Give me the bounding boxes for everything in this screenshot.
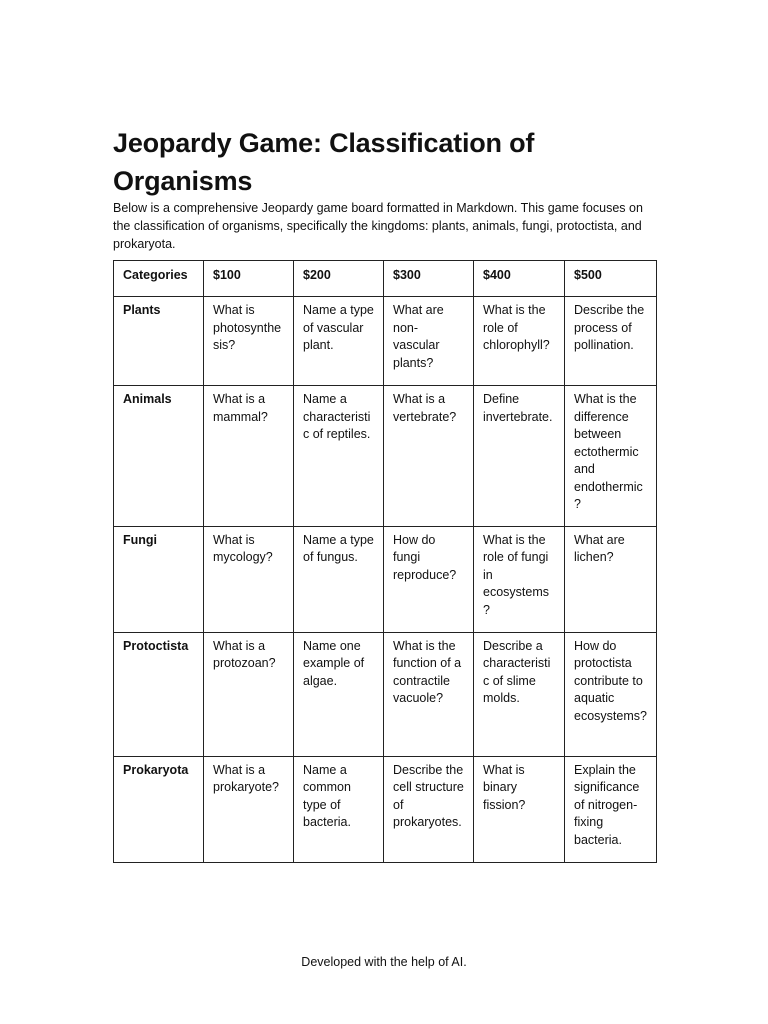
- table-row: [114, 297, 657, 386]
- question-cell: Name a characteristic of reptiles.: [294, 386, 384, 527]
- column-header-200: $200: [294, 261, 384, 297]
- column-header-100: $100: [204, 261, 294, 297]
- question-cell: What are lichen?: [565, 526, 657, 632]
- question-cell: Describe a characteristic of slime molds.: [474, 632, 565, 756]
- question-cell: How do protoctista contribute to aquatic ecosystems?: [565, 632, 657, 756]
- question-cell: Explain the significance of nitrogen-fixing bacteria.: [565, 756, 657, 862]
- question-cell: What is a mammal?: [204, 386, 294, 527]
- question-cell: Name a common type of bacteria.: [294, 756, 384, 862]
- footer-note: Developed with the help of AI.: [301, 955, 467, 969]
- table-row: [114, 756, 657, 862]
- question-cell: What is binary fission?: [474, 756, 565, 862]
- question-cell: What is a vertebrate?: [384, 386, 474, 527]
- column-header-400: $400: [474, 261, 565, 297]
- question-cell: Name a type of fungus.: [294, 526, 384, 632]
- question-cell: What is the role of fungi in ecosystems?: [474, 526, 565, 632]
- jeopardy-board-table: [113, 260, 657, 863]
- intro-paragraph: Below is a comprehensive Jeopardy game board formatted in Markdown. This game focuses on the classification of organisms, specifically the kingdoms: plants, animals, fungi, protoctista, and prokaryota.: [113, 201, 643, 251]
- question-cell: What is mycology?: [204, 526, 294, 632]
- question-cell: What is the difference between ectothermic and endothermic?: [565, 386, 657, 527]
- category-cell: Prokaryota: [114, 756, 204, 862]
- question-cell: Name one example of algae.: [294, 632, 384, 756]
- question-cell: How do fungi reproduce?: [384, 526, 474, 632]
- column-header-categories: Categories: [114, 261, 204, 297]
- question-cell: What are non-vascular plants?: [384, 297, 474, 386]
- question-cell: What is a prokaryote?: [204, 756, 294, 862]
- question-cell: What is photosynthesis?: [204, 297, 294, 386]
- question-cell: What is the role of chlorophyll?: [474, 297, 565, 386]
- question-cell: What is the function of a contractile vacuole?: [384, 632, 474, 756]
- page-title: Jeopardy Game: Classification of Organisms: [113, 128, 535, 196]
- question-cell: Name a type of vascular plant.: [294, 297, 384, 386]
- question-cell: Define invertebrate.: [474, 386, 565, 527]
- category-cell: Protoctista: [114, 632, 204, 756]
- column-header-300: $300: [384, 261, 474, 297]
- table-row: [114, 632, 657, 756]
- category-cell: Fungi: [114, 526, 204, 632]
- table-row: [114, 526, 657, 632]
- category-cell: Plants: [114, 297, 204, 386]
- column-header-500: $500: [565, 261, 657, 297]
- table-row: [114, 386, 657, 527]
- table-header-row: [114, 261, 657, 297]
- question-cell: What is a protozoan?: [204, 632, 294, 756]
- category-cell: Animals: [114, 386, 204, 527]
- question-cell: Describe the process of pollination.: [565, 297, 657, 386]
- question-cell: Describe the cell structure of prokaryotes.: [384, 756, 474, 862]
